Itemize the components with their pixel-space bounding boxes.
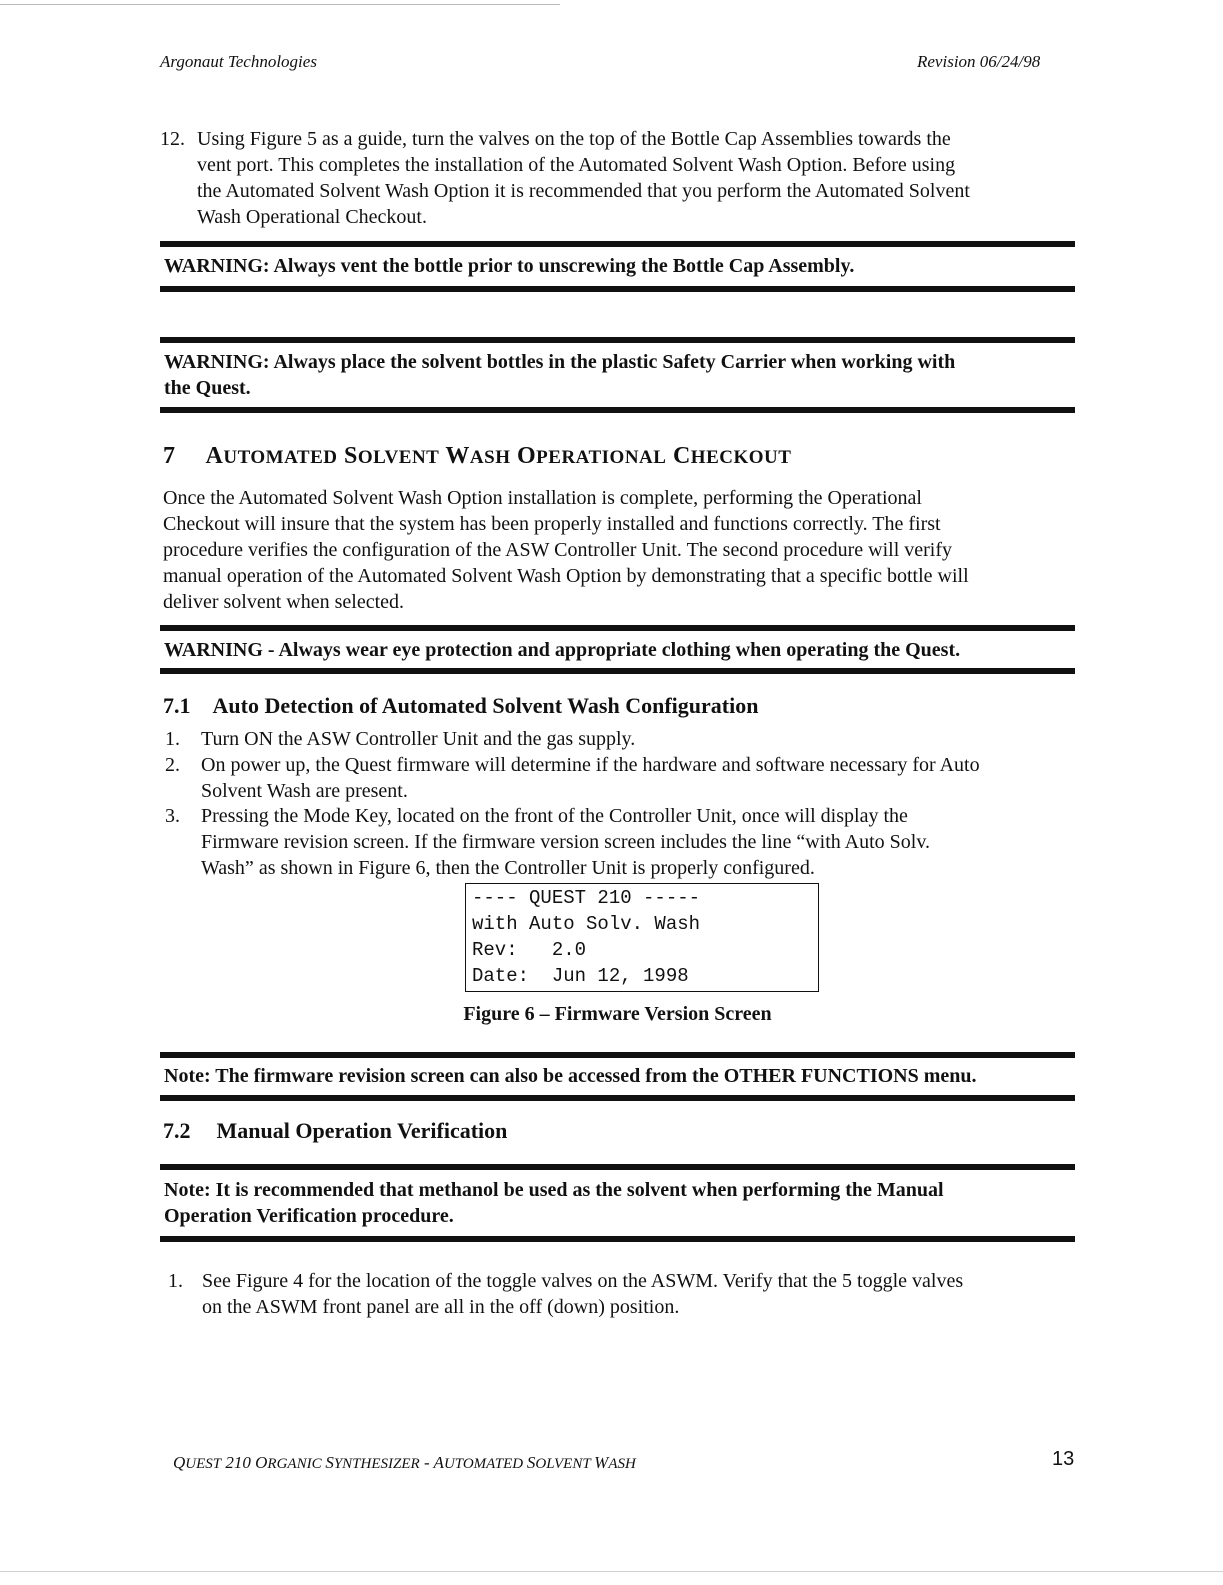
section-7-heading bbox=[163, 443, 791, 470]
section-7-2-heading bbox=[163, 1118, 507, 1144]
list-item-line: Turn ON the ASW Controller Unit and the gas supply. bbox=[201, 728, 636, 750]
paragraph-line: Checkout will insure that the system has been properly installed and functions correctly. The first bbox=[163, 513, 941, 535]
list-item bbox=[201, 803, 1081, 881]
note-methanol-line: Operation Verification procedure. bbox=[164, 1205, 454, 1227]
step-12-line: vent port. This completes the installation of the Automated Solvent Wash Option. Before using bbox=[197, 154, 956, 176]
firmware-version-screen bbox=[465, 883, 819, 992]
heading-word: OPERATIONAL bbox=[517, 443, 667, 469]
warning-eye-protection-text: WARNING - Always wear eye protection and appropriate clothing when operating the Quest. bbox=[164, 639, 961, 661]
paragraph-line: procedure verifies the configuration of the ASW Controller Unit. The second procedure will verify bbox=[163, 539, 953, 561]
step-1-number: 1. bbox=[168, 1270, 183, 1292]
note-box-other-functions bbox=[160, 1052, 1075, 1101]
list-item-line: Pressing the Mode Key, located on the front of the Controller Unit, once will display the bbox=[201, 805, 908, 827]
paragraph-line: manual operation of the Automated Solvent Wash Option by demonstrating that a specific bottle will bbox=[163, 565, 969, 587]
section-7-1-number: 7.1 bbox=[163, 693, 191, 718]
header-company: Argonaut Technologies bbox=[160, 52, 317, 71]
list-item-line: Wash” as shown in Figure 6, then the Controller Unit is properly configured. bbox=[201, 857, 815, 879]
list-item-number: 1. bbox=[165, 728, 180, 750]
section-7-2-title: Manual Operation Verification bbox=[216, 1118, 508, 1143]
warning-carrier-text bbox=[160, 343, 1075, 407]
note-methanol-line: Note: It is recommended that methanol be used as the solvent when performing the Manual bbox=[164, 1179, 944, 1201]
step-1-line: See Figure 4 for the location of the toggle valves on the ASWM. Verify that the 5 toggle valves bbox=[202, 1270, 964, 1292]
warning-vent-text: WARNING: Always vent the bottle prior to unscrewing the Bottle Cap Assembly. bbox=[164, 255, 855, 277]
note-methanol-text bbox=[160, 1170, 1075, 1236]
step-12-number: 12. bbox=[160, 128, 185, 150]
paragraph-line: deliver solvent when selected. bbox=[163, 591, 405, 613]
heading-word: AUTOMATED bbox=[205, 443, 338, 469]
step-12-line: the Automated Solvent Wash Option it is recommended that you perform the Automated Solvent bbox=[197, 180, 970, 202]
step-12-line: Using Figure 5 as a guide, turn the valves on the top of the Bottle Cap Assemblies towards the bbox=[197, 128, 951, 150]
step-12-text bbox=[197, 126, 1077, 230]
warning-box-carrier bbox=[160, 337, 1075, 413]
warning-carrier-line: WARNING: Always place the solvent bottles in the plastic Safety Carrier when working with bbox=[164, 351, 956, 373]
scan-artifact-line bbox=[0, 1571, 1223, 1572]
section-7-number: 7 bbox=[163, 443, 176, 469]
heading-word: CHECKOUT bbox=[672, 443, 792, 469]
step-12-line: Wash Operational Checkout. bbox=[197, 206, 427, 228]
section-7-paragraph bbox=[163, 485, 1073, 615]
step-1-line: on the ASWM front panel are all in the off (down) position. bbox=[202, 1296, 680, 1318]
section-7-1-heading bbox=[163, 693, 758, 719]
scan-artifact-line bbox=[0, 4, 560, 5]
footer-document-title: QUEST 210 ORGANIC SYNTHESIZER - AUTOMATED SOLVENT WASH bbox=[173, 1453, 636, 1472]
list-item-number: 2. bbox=[165, 754, 180, 776]
heading-word: WASH bbox=[445, 443, 511, 469]
step-1-text bbox=[202, 1268, 1082, 1320]
list-item bbox=[201, 752, 1081, 804]
list-item-line: On power up, the Quest firmware will determine if the hardware and software necessary for Auto bbox=[201, 754, 980, 776]
warning-carrier-line: the Quest. bbox=[164, 377, 251, 399]
warning-box-eye-protection bbox=[160, 625, 1075, 674]
section-7-2-number: 7.2 bbox=[163, 1118, 191, 1143]
screen-line: ---- QUEST 210 ----- bbox=[472, 887, 701, 909]
list-item-line: Solvent Wash are present. bbox=[201, 780, 408, 802]
page-number: 13 bbox=[1052, 1448, 1075, 1470]
paragraph-line: Once the Automated Solvent Wash Option installation is complete, performing the Operational bbox=[163, 487, 922, 509]
list-item-line: Firmware revision screen. If the firmware version screen includes the line “with Auto Solv. bbox=[201, 831, 931, 853]
screen-line: with Auto Solv. Wash bbox=[472, 913, 701, 935]
list-item bbox=[201, 726, 1081, 752]
list-item-number: 3. bbox=[165, 805, 180, 827]
heading-word: SOLVENT bbox=[343, 443, 440, 469]
note-other-functions-text: Note: The firmware revision screen can also be accessed from the OTHER FUNCTIONS menu. bbox=[164, 1065, 977, 1087]
section-7-1-title: Auto Detection of Automated Solvent Wash Configuration bbox=[212, 693, 759, 718]
header-revision: Revision 06/24/98 bbox=[917, 52, 1041, 71]
warning-box-vent bbox=[160, 241, 1075, 292]
screen-line: Date: Jun 12, 1998 bbox=[472, 965, 689, 987]
figure-6-caption: Figure 6 – Firmware Version Screen bbox=[463, 1003, 772, 1025]
note-box-methanol bbox=[160, 1164, 1075, 1242]
screen-line: Rev: 2.0 bbox=[472, 939, 587, 961]
